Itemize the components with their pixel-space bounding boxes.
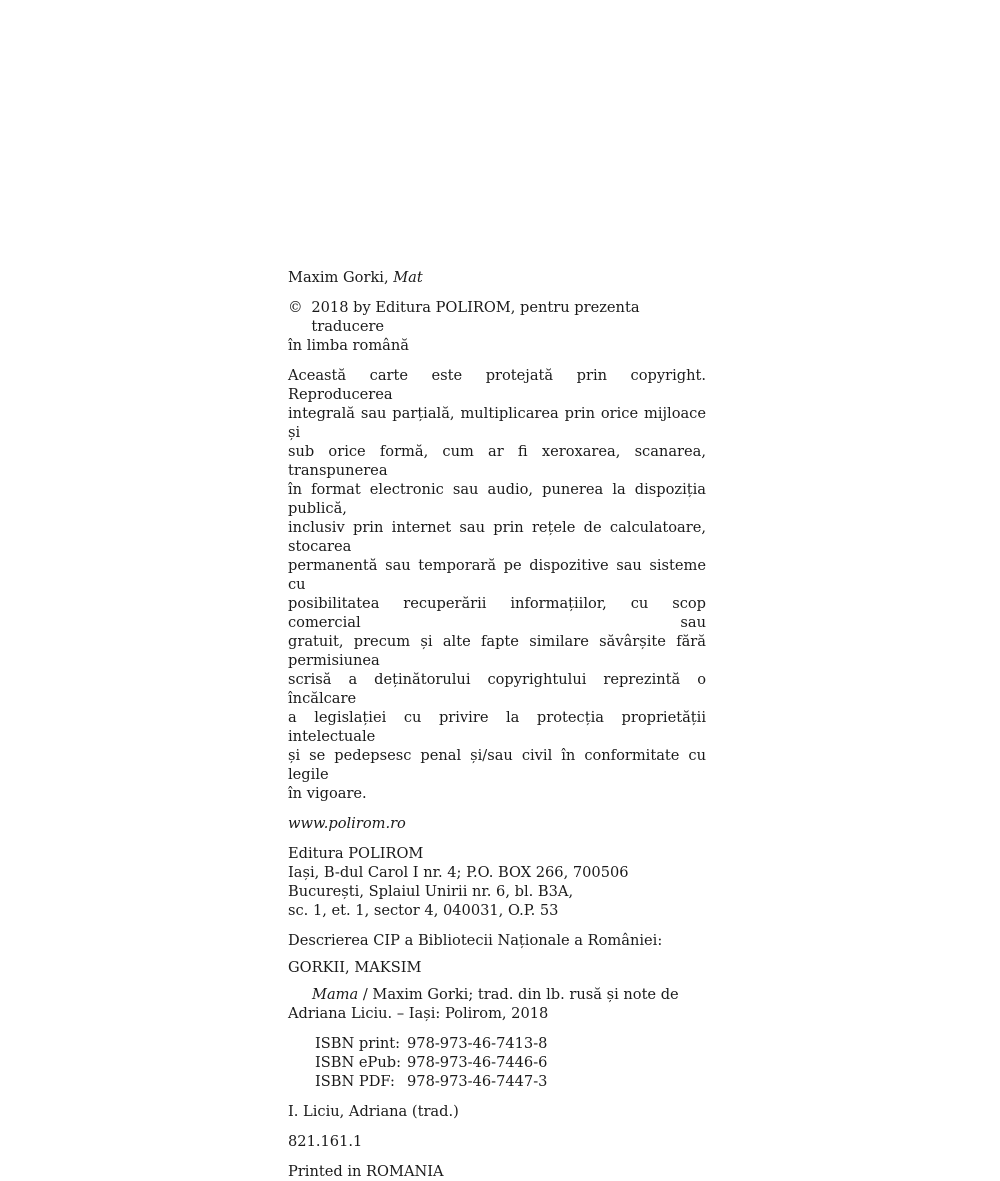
original-title: Mat bbox=[393, 269, 423, 286]
publisher-address-line: Iași, B-dul Carol I nr. 4; P.O. BOX 266, 700506 bbox=[288, 864, 629, 881]
cip-description-line: Adriana Liciu. – Iași: Polirom, 2018 bbox=[288, 1005, 549, 1022]
notice-line: gratuit, precum și alte fapte similare săvârșite fără permisiunea bbox=[288, 633, 706, 669]
notice-line: permanentă sau temporară pe dispozitive sau sisteme cu bbox=[288, 557, 706, 593]
isbn-value: 978-973-46-7446-6 bbox=[407, 1054, 548, 1071]
isbn-row bbox=[315, 1034, 706, 1053]
website-link[interactable]: www.polirom.ro bbox=[288, 815, 406, 832]
publisher-address bbox=[288, 844, 706, 920]
classification-code: 821.161.1 bbox=[288, 1133, 363, 1150]
cip-description-line: / Maxim Gorki; trad. din lb. rusă și note de bbox=[358, 986, 679, 1003]
isbn-list bbox=[288, 1034, 706, 1091]
copyright-block bbox=[288, 298, 706, 355]
copyright-line-2: în limba română bbox=[288, 337, 409, 354]
author-name: Maxim Gorki, bbox=[288, 269, 389, 286]
publisher-name: Editura POLIROM bbox=[288, 845, 424, 862]
cip-heading: Descrierea CIP a Bibliotecii Naționale a României: bbox=[288, 932, 663, 949]
isbn-value: 978-973-46-7447-3 bbox=[407, 1073, 548, 1090]
publisher-address-line: sc. 1, et. 1, sector 4, 040031, O.P. 53 bbox=[288, 902, 559, 919]
book-credit-line bbox=[288, 268, 706, 287]
printed-in: Printed in ROMANIA bbox=[288, 1163, 444, 1180]
isbn-row bbox=[315, 1053, 706, 1072]
cip-description bbox=[288, 985, 706, 1023]
notice-line: scrisă a deținătorului copyrightului reprezintă o încălcare bbox=[288, 671, 706, 707]
copyright-symbol: © bbox=[288, 299, 303, 316]
notice-line: sub orice formă, cum ar fi xeroxarea, scanarea, transpunerea bbox=[288, 443, 706, 479]
copyright-line-1: 2018 by Editura POLIROM, pentru prezenta traducere bbox=[311, 299, 640, 335]
notice-line: posibilitatea recuperării informațiilor, cu scop comercial sau bbox=[288, 595, 706, 631]
notice-line: a legislației cu privire la protecția proprietății intelectuale bbox=[288, 709, 706, 745]
isbn-row bbox=[315, 1072, 706, 1091]
notice-line: inclusiv prin internet sau prin rețele de calculatoare, stocarea bbox=[288, 519, 706, 555]
isbn-label: ISBN ePub: bbox=[315, 1054, 402, 1071]
notice-line: și se pedepsesc penal și/sau civil în conformitate cu legile bbox=[288, 747, 706, 783]
notice-line: în format electronic sau audio, punerea la dispoziția publică, bbox=[288, 481, 706, 517]
cip-title: Mama bbox=[312, 986, 359, 1003]
isbn-label: ISBN print: bbox=[315, 1035, 401, 1052]
isbn-value: 978-973-46-7413-8 bbox=[407, 1035, 548, 1052]
notice-line: în vigoare. bbox=[288, 785, 367, 802]
notice-line: integrală sau parțială, multiplicarea prin orice mijloace și bbox=[288, 405, 706, 441]
copyright-notice bbox=[288, 366, 706, 803]
colophon-page bbox=[288, 268, 706, 1181]
contributor-entry: I. Liciu, Adriana (trad.) bbox=[288, 1103, 459, 1120]
cip-author-heading: GORKII, MAKSIM bbox=[288, 959, 422, 976]
notice-line: Această carte este protejată prin copyright. Reproducerea bbox=[288, 367, 706, 403]
publisher-address-line: București, Splaiul Unirii nr. 6, bl. B3A, bbox=[288, 883, 574, 900]
isbn-label: ISBN PDF: bbox=[315, 1073, 395, 1090]
